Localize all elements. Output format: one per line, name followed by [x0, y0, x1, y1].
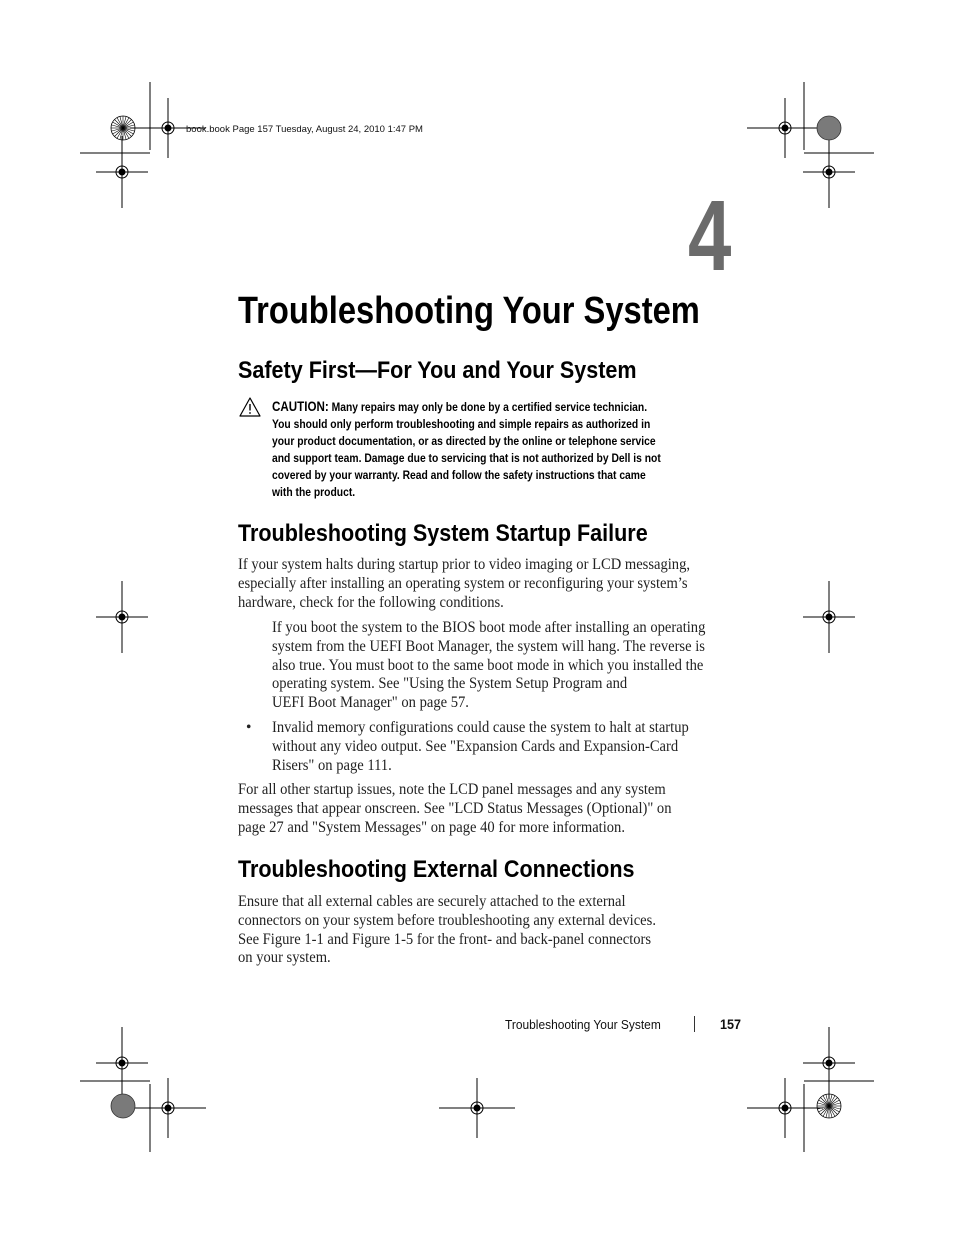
registration-grey-dot-icon	[817, 116, 841, 140]
text-line: connectors on your system before troubleshooting any external devices.	[238, 911, 656, 929]
text-line: hardware, check for the following conditions.	[238, 593, 504, 611]
footer-running-title: Troubleshooting Your System	[505, 1017, 661, 1032]
caution-line: and support team. Damage due to servicing that is not authorized by Dell is not	[272, 451, 661, 465]
text-line: For all other startup issues, note the LCD panel messages and any system	[238, 781, 666, 798]
text-line: UEFI Boot Manager" on page 57.	[272, 694, 469, 712]
chapter-title: Troubleshooting Your System	[238, 290, 700, 332]
section-heading-external: Troubleshooting External Connections	[238, 856, 635, 883]
footer-divider	[694, 1016, 695, 1032]
footer-page-number: 157	[720, 1016, 742, 1032]
registration-crosshair-icon	[826, 1060, 832, 1066]
caution-line: covered by your warranty. Read and follow the safety instructions that came	[272, 468, 646, 482]
bullet-item-memory	[272, 719, 715, 775]
registration-crosshair-icon	[119, 614, 125, 620]
bullet-marker: •	[246, 719, 252, 736]
external-paragraph	[238, 893, 683, 968]
chapter-number: 4	[688, 180, 732, 292]
text-line: without any video output. See "Expansion Cards and Expansion-Card	[272, 737, 679, 755]
registration-crosshair-icon	[119, 169, 125, 175]
startup-outro-paragraph	[238, 781, 699, 837]
text-line: See Figure 1-1 and Figure 1-5 for the front- and back-panel connectors	[238, 930, 652, 948]
registration-crosshair-icon	[165, 1105, 171, 1111]
registration-crosshair-icon	[826, 169, 832, 175]
text-line: Risers" on page 111.	[272, 756, 392, 774]
registration-grey-dot-icon	[111, 1094, 135, 1118]
registration-crosshair-icon	[782, 1105, 788, 1111]
caution-line: with the product.	[272, 485, 356, 499]
caution-line: CAUTION: Many repairs may only be done by a certified service technician.	[272, 399, 648, 414]
startup-intro-paragraph	[238, 556, 719, 612]
registration-crosshair-icon	[165, 125, 171, 131]
text-line: on your system.	[238, 949, 331, 967]
text-line: page 27 and "System Messages" on page 40 for more information.	[238, 818, 626, 836]
registration-crosshair-icon	[782, 125, 788, 131]
text-line: operating system. See "Using the System Setup Program and	[272, 675, 628, 693]
caution-label: CAUTION:	[272, 399, 329, 414]
text-line: Invalid memory configurations could cause the system to halt at startup	[272, 719, 689, 736]
caution-notice	[272, 398, 752, 501]
section-heading-startup: Troubleshooting System Startup Failure	[238, 520, 648, 547]
bullet-item-boot-mode	[272, 619, 733, 713]
text-line: If you boot the system to the BIOS boot mode after installing an operating	[272, 619, 706, 636]
registration-crosshair-icon	[826, 614, 832, 620]
registration-crosshair-icon	[119, 1060, 125, 1066]
caution-line: your product documentation, or as directed by the online or telephone service	[272, 434, 656, 448]
text-line: messages that appear onscreen. See "LCD Status Messages (Optional)" on	[238, 799, 672, 817]
print-slug: book.book Page 157 Tuesday, August 24, 2010 1:47 PM	[186, 124, 423, 135]
text-line: system from the UEFI Boot Manager, the system will hang. The reverse is	[272, 637, 705, 655]
text-line: Ensure that all external cables are securely attached to the external	[238, 893, 626, 910]
text-line: If your system halts during startup prior to video imaging or LCD messaging,	[238, 556, 691, 573]
registration-crosshair-icon	[474, 1105, 480, 1111]
section-heading-safety: Safety First—For You and Your System	[238, 357, 637, 384]
text-line: especially after installing an operating system or reconfiguring your system’s	[238, 574, 688, 592]
caution-icon	[239, 397, 261, 417]
caution-line: You should only perform troubleshooting and simple repairs as authorized in	[272, 417, 651, 431]
text-line: also true. You must boot to the same boot mode in which you installed the	[272, 656, 704, 674]
